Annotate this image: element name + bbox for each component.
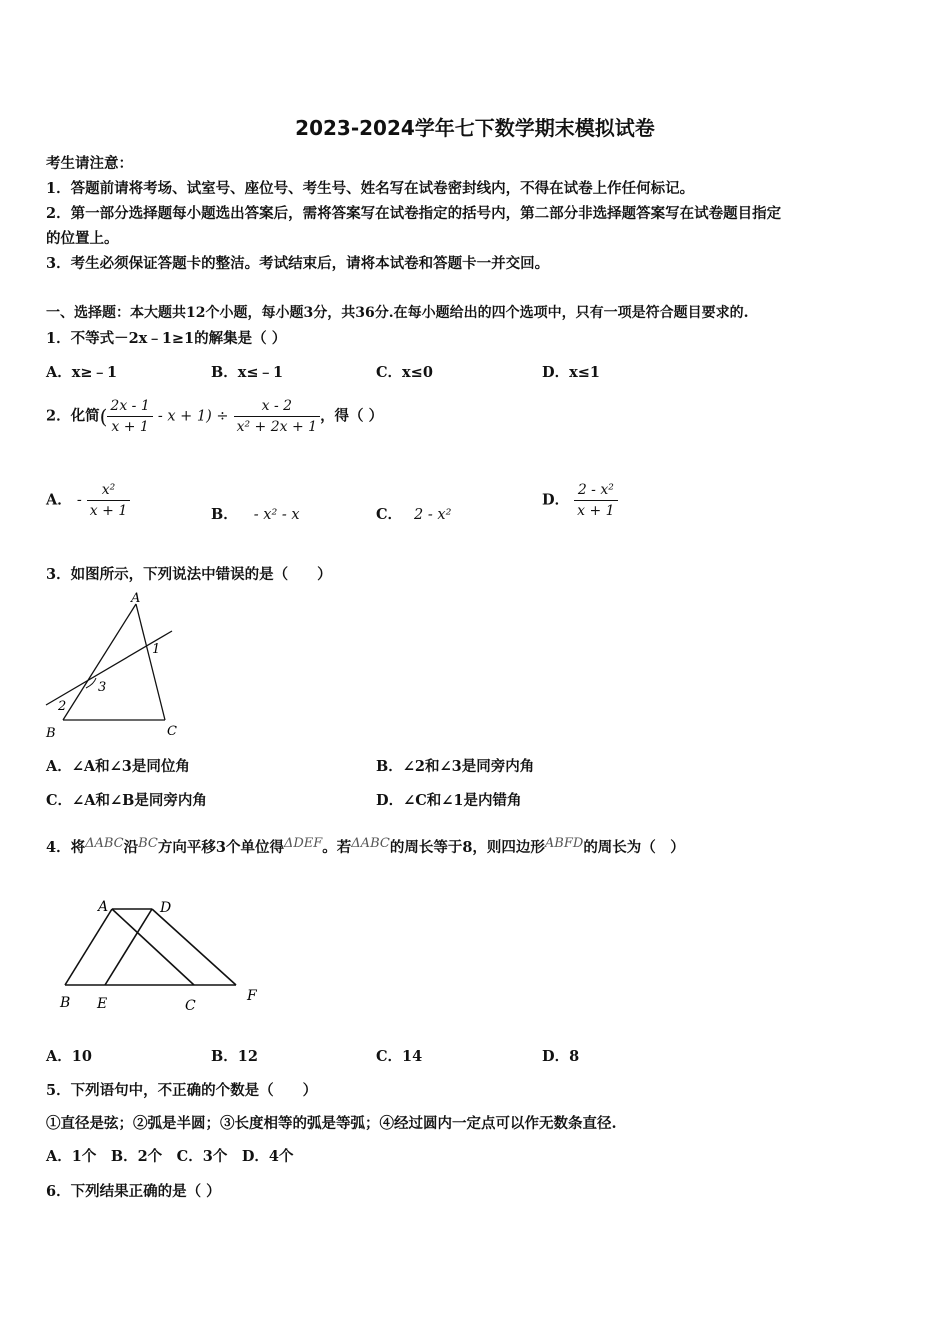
q1-option-c: C．x≤0: [376, 364, 433, 381]
q2-stem: 2．化简( $\frac{2x - 1}{x + 1}$ - x + 1) ÷ $\frac{x - 2}{\text{x² + 2x + 1}}$ ，得（ ）: [46, 398, 384, 435]
notice-item-2-cont: 的位置上。: [46, 230, 119, 247]
page-title: 2023-2024学年七下数学期末模拟试卷: [295, 116, 655, 140]
q4-stem: 4．将ΔABC沿BC方向平移3个单位得ΔDEF。若ΔABC的周长等于8，则四边形ABFD的周长为（ ）: [46, 836, 685, 856]
q4-label-a: A: [98, 899, 109, 915]
q4-option-d: D．8: [542, 1048, 580, 1065]
q3-label-3: 3: [98, 680, 107, 695]
q1-option-a: A．x≥﹣1: [46, 364, 118, 381]
q2-middle: - x + 1) ÷: [157, 408, 229, 425]
q3-label-a: A: [131, 591, 141, 606]
q3-label-c: C: [167, 724, 177, 739]
q2-fraction-2: $\frac{x - 2}{\text{x² + 2x + 1}}$: [234, 396, 320, 437]
q4-label-b: B: [60, 995, 71, 1011]
q4-figure: [50, 895, 270, 1015]
q4-label-f: F: [247, 988, 257, 1004]
q4-label-d: D: [160, 900, 172, 916]
q2-option-b: B． - x² - x: [211, 506, 300, 523]
q2-fraction-1: $\frac{2x - 1}{x + 1}$: [107, 396, 152, 437]
q3-stem: 3．如图所示，下列说法中错误的是（ ）: [46, 566, 332, 583]
q3-option-a: A．∠A和∠3是同位角: [46, 758, 190, 775]
q5-body: ①直径是弦；②弧是半圆；③长度相等的弧是等弧；④经过圆内一定点可以作无数条直径.: [46, 1115, 617, 1132]
q4-label-c: C: [185, 998, 196, 1014]
q3-figure: [40, 588, 180, 740]
q2-option-a: A． - $\frac{\text{x²}}{x + 1}$: [46, 480, 130, 521]
q2-option-d: D． $\frac{\text{2 - x²}}{x + 1}$: [542, 480, 618, 521]
q3-label-1: 1: [152, 642, 161, 657]
q3-option-c: C．∠A和∠B是同旁内角: [46, 792, 207, 809]
notice-item-1: 1．答题前请将考场、试室号、座位号、考生号、姓名写在试卷密封线内，不得在试卷上作任何标记。: [46, 180, 695, 197]
notice-heading: 考生请注意：: [46, 155, 133, 172]
q4-option-c: C．14: [376, 1048, 423, 1065]
q2-suffix: ，得（ ）: [320, 407, 384, 425]
q4-option-a: A．10: [46, 1048, 92, 1065]
q1-stem: 1．不等式－2x﹣1≥1的解集是（ ）: [46, 330, 287, 347]
q1-option-d: D．x≤1: [542, 364, 600, 381]
q2-option-c: C． 2 - x²: [376, 506, 452, 523]
q4-option-b: B．12: [211, 1048, 258, 1065]
q4-label-e: E: [97, 996, 108, 1012]
q3-option-d: D．∠C和∠1是内错角: [376, 792, 522, 809]
q3-option-b: B．∠2和∠3是同旁内角: [376, 758, 535, 775]
q3-label-b: B: [46, 726, 56, 740]
q3-label-2: 2: [58, 699, 67, 714]
q2-prefix: 2．化简: [46, 407, 100, 425]
q6-stem: 6．下列结果正确的是（ ）: [46, 1183, 221, 1200]
notice-item-2: 2．第一部分选择题每小题选出答案后，需将答案写在试卷指定的括号内，第二部分非选择题答案写在试卷题目指定: [46, 205, 782, 222]
section-heading: 一、选择题：本大题共12个小题，每小题3分，共36分.在每小题给出的四个选项中，只有一项是符合题目要求的.: [46, 305, 749, 321]
q1-option-b: B．x≤﹣1: [211, 364, 284, 381]
q5-stem: 5．下列语句中，不正确的个数是（ ）: [46, 1082, 318, 1099]
notice-item-3: 3．考生必须保证答题卡的整洁。考试结束后，请将本试卷和答题卡一并交回。: [46, 255, 550, 272]
q5-options: A．1个 B．2个 C．3个 D．4个: [46, 1148, 294, 1165]
